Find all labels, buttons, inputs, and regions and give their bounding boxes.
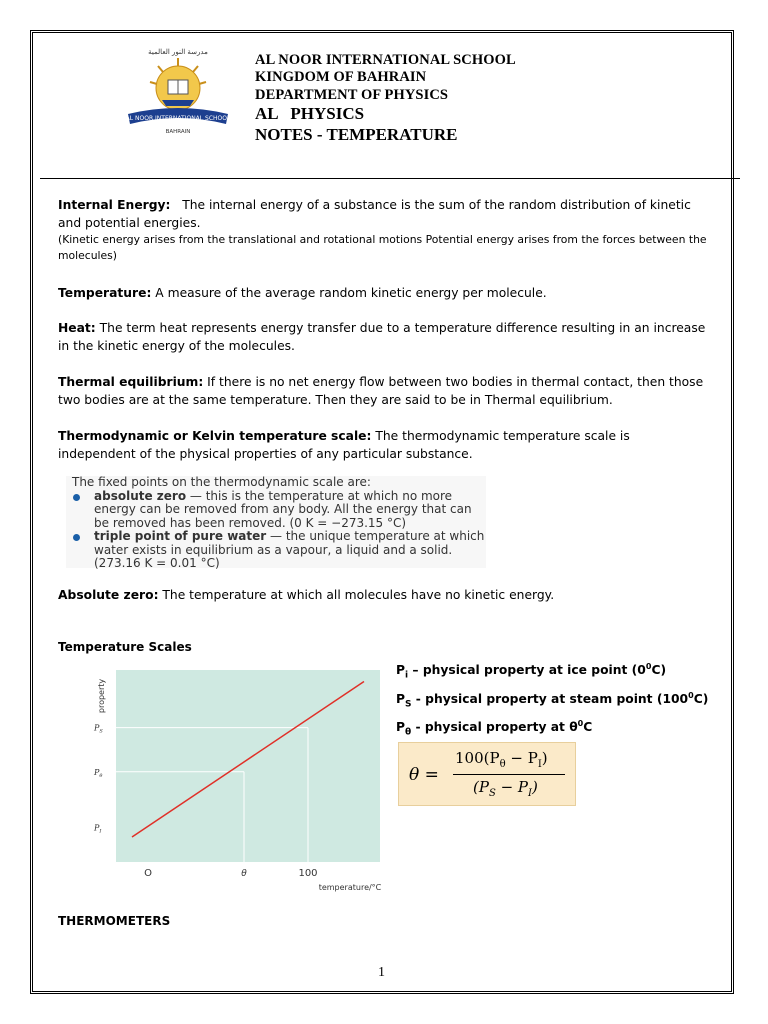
heat-definition: The term heat represents energy transfer due to a temperature difference resulting in an increase in the kinetic energy of the molecules. [58, 321, 706, 353]
x-tick-label: θ [241, 869, 247, 879]
internal-energy-paragraph [58, 196, 708, 264]
y-tick-label: $P_\theta$ [94, 767, 103, 779]
kelvin-scale-paragraph [58, 427, 708, 463]
heat-paragraph [58, 319, 708, 355]
department-name: DEPARTMENT OF PHYSICS [255, 86, 449, 103]
page-number: 1 [378, 965, 385, 980]
x-axis-label: temperature/°C [318, 883, 382, 892]
absolute-zero-paragraph [58, 586, 708, 604]
logo-banner-text: AL NOOR INTERNATIONAL SCHOOL [125, 115, 231, 122]
country-name: KINGDOM OF BAHRAIN [255, 69, 427, 86]
fixed-points-inset [66, 476, 486, 568]
header-divider [40, 178, 740, 179]
formula-numerator: $100(P_\theta - P_I)$ [455, 749, 548, 770]
bullet-icon [73, 534, 80, 541]
formula-denominator: $(P_S - P_I)$ [473, 778, 538, 799]
temperature-scale-chart [92, 662, 388, 896]
thermal-equilibrium-paragraph [58, 373, 708, 409]
heat-term: Heat: [58, 321, 96, 335]
property-definitions [396, 657, 708, 743]
notes-title: NOTES - TEMPERATURE [255, 124, 458, 144]
absolute-zero-term: Absolute zero: [58, 588, 159, 602]
bullet-icon [73, 494, 80, 501]
fixed-point-text: — the unique temperature at which water exists in equilibrium as a vapour, a liquid and a solid. (273.16 K = 0.01 °C) [94, 529, 485, 570]
kelvin-scale-term: Thermodynamic or Kelvin temperature scale: [58, 429, 372, 443]
fixed-points-intro: The fixed points on the thermodynamic scale are: [72, 475, 371, 489]
temperature-definition: A measure of the average random kinetic energy per molecule. [151, 286, 547, 300]
fixed-point-text: — this is the temperature at which no more energy can be removed from any body. All the energy that can be removed has been removed. (0 K = −273.15 °C) [94, 488, 472, 530]
internal-energy-definition: The internal energy of a substance is the sum of the random distribution of kinetic and potential energies. [58, 198, 695, 230]
thermal-equilibrium-term: Thermal equilibrium: [58, 375, 204, 389]
thermometers-title: THERMOMETERS [58, 914, 171, 928]
fixed-point-item [66, 490, 486, 531]
y-tick-label: $P_I$ [94, 823, 102, 835]
temperature-scales-title: Temperature Scales [58, 640, 192, 654]
theta-point-line: $P_\theta$ - physical property at $\theta^0C$ [396, 719, 593, 738]
logo-place-text: BAHRAIN [165, 129, 191, 135]
document-header [255, 52, 516, 145]
fixed-point-term: absolute zero [94, 488, 187, 503]
celsius-formula [398, 742, 576, 806]
absolute-zero-definition: The temperature at which all molecules have no kinetic energy. [158, 588, 555, 602]
internal-energy-term: Internal Energy: [58, 198, 171, 212]
plot-background [116, 670, 380, 862]
fraction-bar [453, 774, 565, 775]
formula-lhs: θ = [409, 765, 439, 785]
course-name: AL PHYSICS [255, 104, 365, 124]
x-tick-label: 100 [298, 868, 318, 879]
temperature-paragraph [58, 284, 708, 302]
school-name: AL NOOR INTERNATIONAL SCHOOL [255, 52, 516, 68]
ice-point-line: $P_i$ – physical property at ice point $(0^0C)$ [396, 662, 667, 681]
svg-text:مدرسة النور العالمية: مدرسة النور العالمية [148, 48, 208, 56]
kelvin-scale-definition: The thermodynamic temperature scale is independent of the physical properties of any particular substance. [58, 429, 630, 461]
x-tick-label: O [144, 868, 152, 879]
y-tick-label: $P_S$ [94, 723, 103, 735]
fixed-point-term: triple point of pure water [94, 529, 267, 543]
fixed-point-item [66, 530, 486, 571]
thermal-equilibrium-definition: If there is no net energy flow between two bodies in thermal contact, then those two bodies are at the same temperature. Then they are said to be in Thermal equilibrium. [58, 375, 704, 407]
steam-point-line: $P_S$ - physical property at steam point $(100^0C)$ [396, 690, 709, 710]
internal-energy-note: (Kinetic energy arises from the translational and rotational motions Potential energy arises from the forces between the molecules) [58, 233, 707, 262]
school-logo [122, 44, 234, 136]
y-axis-label: property [97, 678, 106, 714]
temperature-term: Temperature: [58, 286, 152, 300]
